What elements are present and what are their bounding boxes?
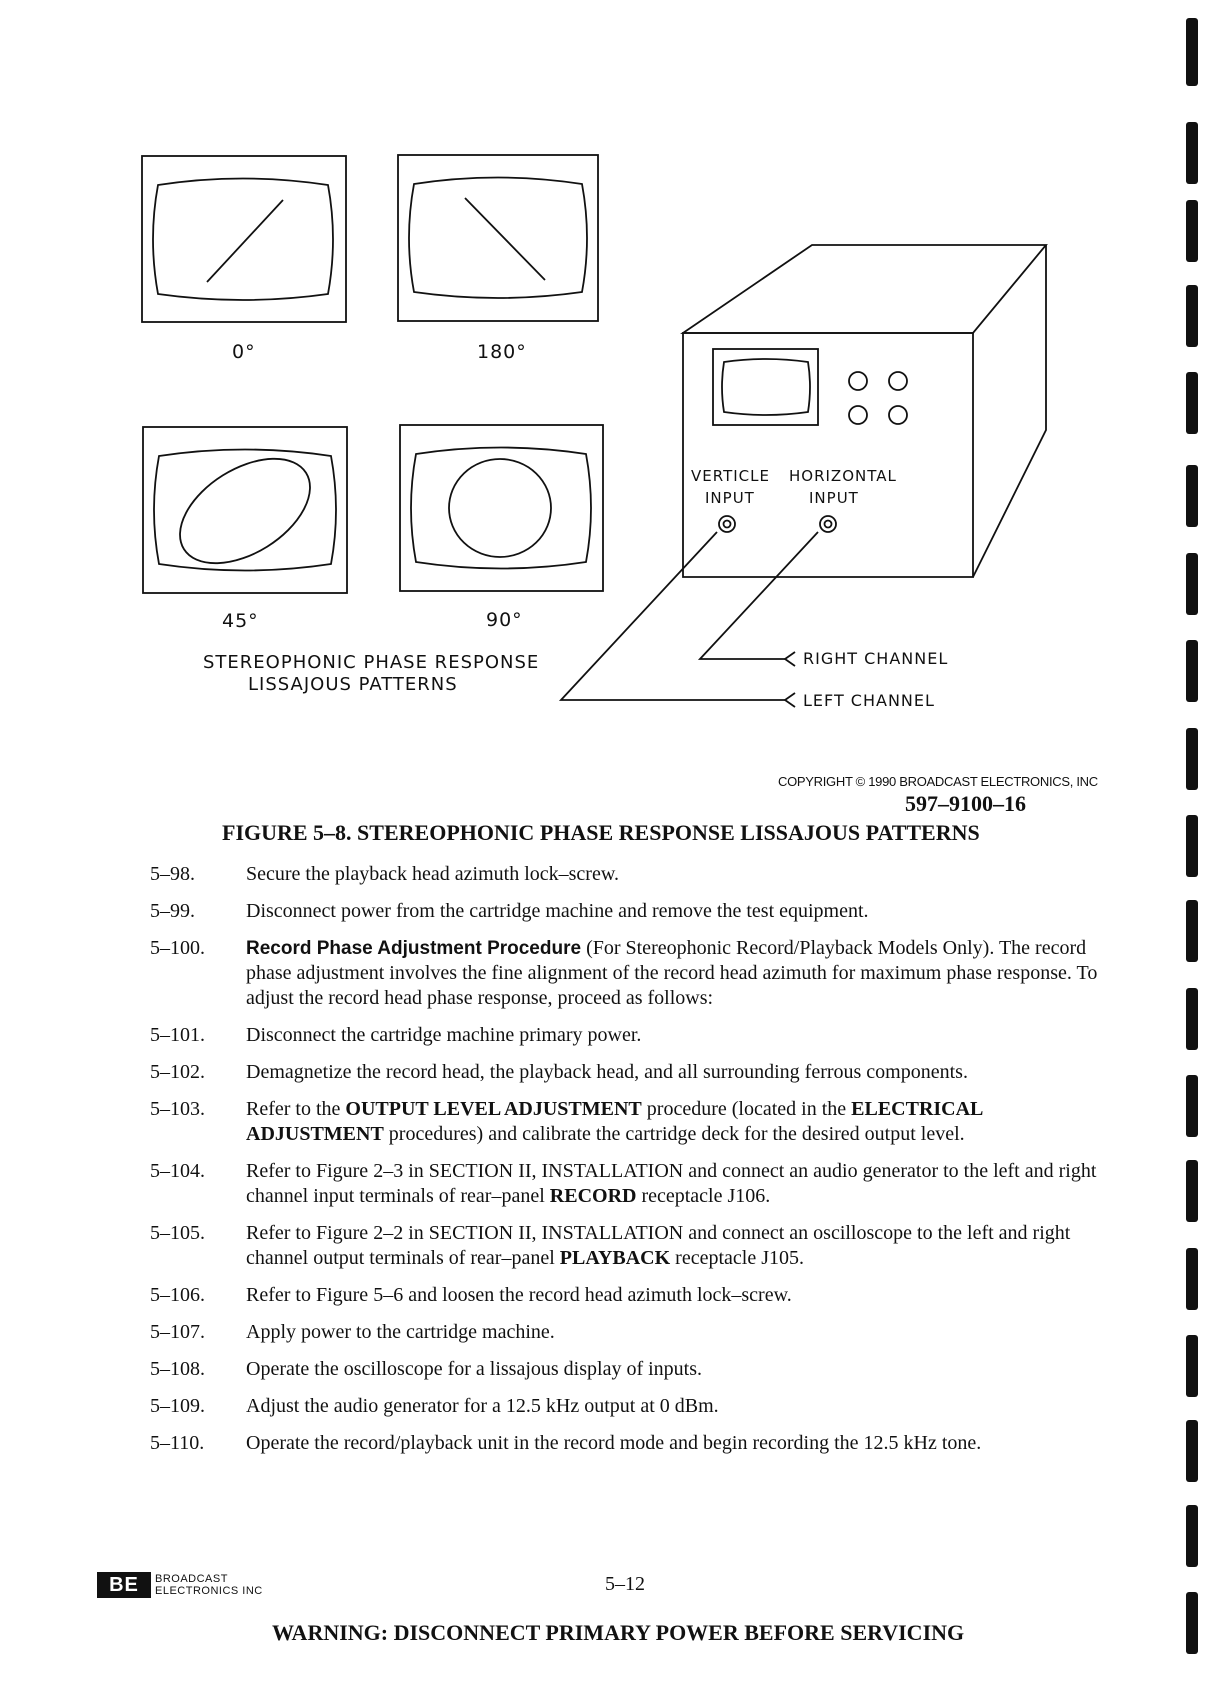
step-text: Adjust the audio generator for a 12.5 kHz output at 0 dBm.: [246, 1395, 719, 1417]
step-number: 5–109.: [150, 1395, 205, 1417]
vertical-input-label: VERTICLE: [691, 467, 770, 485]
angle-label-0: 0°: [232, 341, 256, 363]
bold-term: PLAYBACK: [559, 1247, 671, 1269]
step-text: [246, 936, 1100, 1011]
step-text-part: (For Stereophonic Record/Playback Models Only). The record phase adjustment involves the fine alignment of the record head azimuth for maximum phase response. To adjust the record head phase response, proceed as follows:: [246, 937, 1098, 1009]
binder-hole-mark: [1186, 1075, 1198, 1137]
step-5-99: [150, 899, 1100, 924]
broadcast-electronics-logo: [97, 1572, 263, 1598]
bold-term: RECORD: [549, 1185, 637, 1207]
angle-label-90: 90°: [486, 609, 523, 631]
bold-term: OUTPUT LEVEL ADJUSTMENT: [345, 1098, 642, 1120]
step-5-109: [150, 1394, 1100, 1419]
angle-label-45: 45°: [222, 610, 259, 632]
binder-hole-mark: [1186, 1335, 1198, 1397]
step-text: Apply power to the cartridge machine.: [246, 1321, 555, 1343]
horizontal-input-label: HORIZONTAL: [789, 467, 897, 485]
step-text: [246, 1221, 1100, 1271]
step-text: [246, 1159, 1100, 1209]
warning-footer: WARNING: DISCONNECT PRIMARY POWER BEFORE SERVICING: [272, 1620, 965, 1645]
step-text: Refer to Figure 5–6 and loosen the record head azimuth lock–screw.: [246, 1284, 792, 1306]
step-number: 5–100.: [150, 937, 205, 959]
step-5-106: [150, 1283, 1100, 1308]
horizontal-input-label-2: INPUT: [809, 489, 859, 507]
pattern-title-line1: STEREOPHONIC PHASE RESPONSE: [203, 652, 540, 673]
step-text: Disconnect power from the cartridge machine and remove the test equipment.: [246, 900, 869, 922]
binder-hole-mark: [1186, 1505, 1198, 1567]
vertical-input-label-2: INPUT: [705, 489, 755, 507]
step-number: 5–104.: [150, 1160, 205, 1182]
binder-hole-mark: [1186, 1592, 1198, 1654]
binder-hole-mark: [1186, 988, 1198, 1050]
binder-hole-mark: [1186, 1160, 1198, 1222]
logo-mark: BE: [97, 1572, 151, 1598]
step-5-101: [150, 1023, 1100, 1048]
bold-term: ELECTRICAL ADJUSTMENT: [246, 1098, 983, 1145]
step-number: 5–102.: [150, 1061, 205, 1083]
step-5-104: [150, 1159, 1100, 1209]
step-number: 5–101.: [150, 1024, 205, 1046]
step-text: Disconnect the cartridge machine primary power.: [246, 1024, 642, 1046]
step-number: 5–108.: [150, 1358, 205, 1380]
pattern-title-line2: LISSAJOUS PATTERNS: [248, 674, 458, 695]
figure-caption: FIGURE 5–8. STEREOPHONIC PHASE RESPONSE LISSAJOUS PATTERNS: [222, 820, 980, 845]
step-number: 5–103.: [150, 1098, 205, 1120]
step-5-103: [150, 1097, 1100, 1147]
step-number: 5–110.: [150, 1432, 205, 1454]
step-text-part: procedures) and calibrate the cartridge deck for the desired output level.: [383, 1123, 965, 1145]
page-number: 5–12: [605, 1573, 645, 1595]
step-text-part: receptacle J105.: [670, 1247, 804, 1269]
left-channel-label: LEFT CHANNEL: [803, 691, 935, 710]
procedure-steps: [150, 862, 1100, 1468]
binder-hole-mark: [1186, 1248, 1198, 1310]
step-number: 5–98.: [150, 863, 195, 885]
right-channel-label: RIGHT CHANNEL: [803, 649, 949, 668]
step-number: 5–105.: [150, 1222, 205, 1244]
lissajous-figure: [0, 0, 1208, 780]
step-text: Operate the oscilloscope for a lissajous display of inputs.: [246, 1358, 703, 1380]
step-text-part: procedure (located in the: [641, 1098, 852, 1120]
step-text-part: Refer to the: [246, 1098, 346, 1120]
step-5-105: [150, 1221, 1100, 1271]
step-5-107: [150, 1320, 1100, 1345]
binder-hole-mark: [1186, 1420, 1198, 1482]
document-number: 597–9100–16: [905, 791, 1026, 816]
step-text-part: Refer to Figure 2–2 in SECTION II, INSTALLATION and connect an oscilloscope to the left and right channel output terminals of rear–panel: [246, 1222, 1071, 1269]
step-text-part: receptacle J106.: [636, 1185, 771, 1207]
step-5-102: [150, 1060, 1100, 1085]
step-text: Operate the record/playback unit in the record mode and begin recording the 12.5 kHz tone.: [246, 1432, 982, 1454]
step-number: 5–106.: [150, 1284, 205, 1306]
angle-label-180: 180°: [477, 341, 527, 363]
step-text: Demagnetize the record head, the playback head, and all surrounding ferrous components.: [246, 1061, 968, 1083]
binder-hole-mark: [1186, 900, 1198, 962]
step-5-108: [150, 1357, 1100, 1382]
step-text: Secure the playback head azimuth lock–screw.: [246, 863, 619, 885]
logo-line1: BROADCAST: [155, 1573, 228, 1585]
binder-hole-mark: [1186, 815, 1198, 877]
step-5-98: [150, 862, 1100, 887]
step-text: [246, 1097, 1100, 1147]
step-5-110: [150, 1431, 1100, 1456]
step-text-part: Refer to Figure 2–3 in SECTION II, INSTALLATION and connect an audio generator to the left and right channel input terminals of rear–panel: [246, 1160, 1097, 1207]
step-5-100: [150, 936, 1100, 1011]
logo-line2: ELECTRONICS INC: [155, 1585, 263, 1597]
copyright-notice: COPYRIGHT © 1990 BROADCAST ELECTRONICS, INC: [778, 774, 1098, 789]
step-number: 5–107.: [150, 1321, 205, 1343]
step-number: 5–99.: [150, 900, 195, 922]
procedure-heading: Record Phase Adjustment Procedure: [246, 938, 582, 959]
